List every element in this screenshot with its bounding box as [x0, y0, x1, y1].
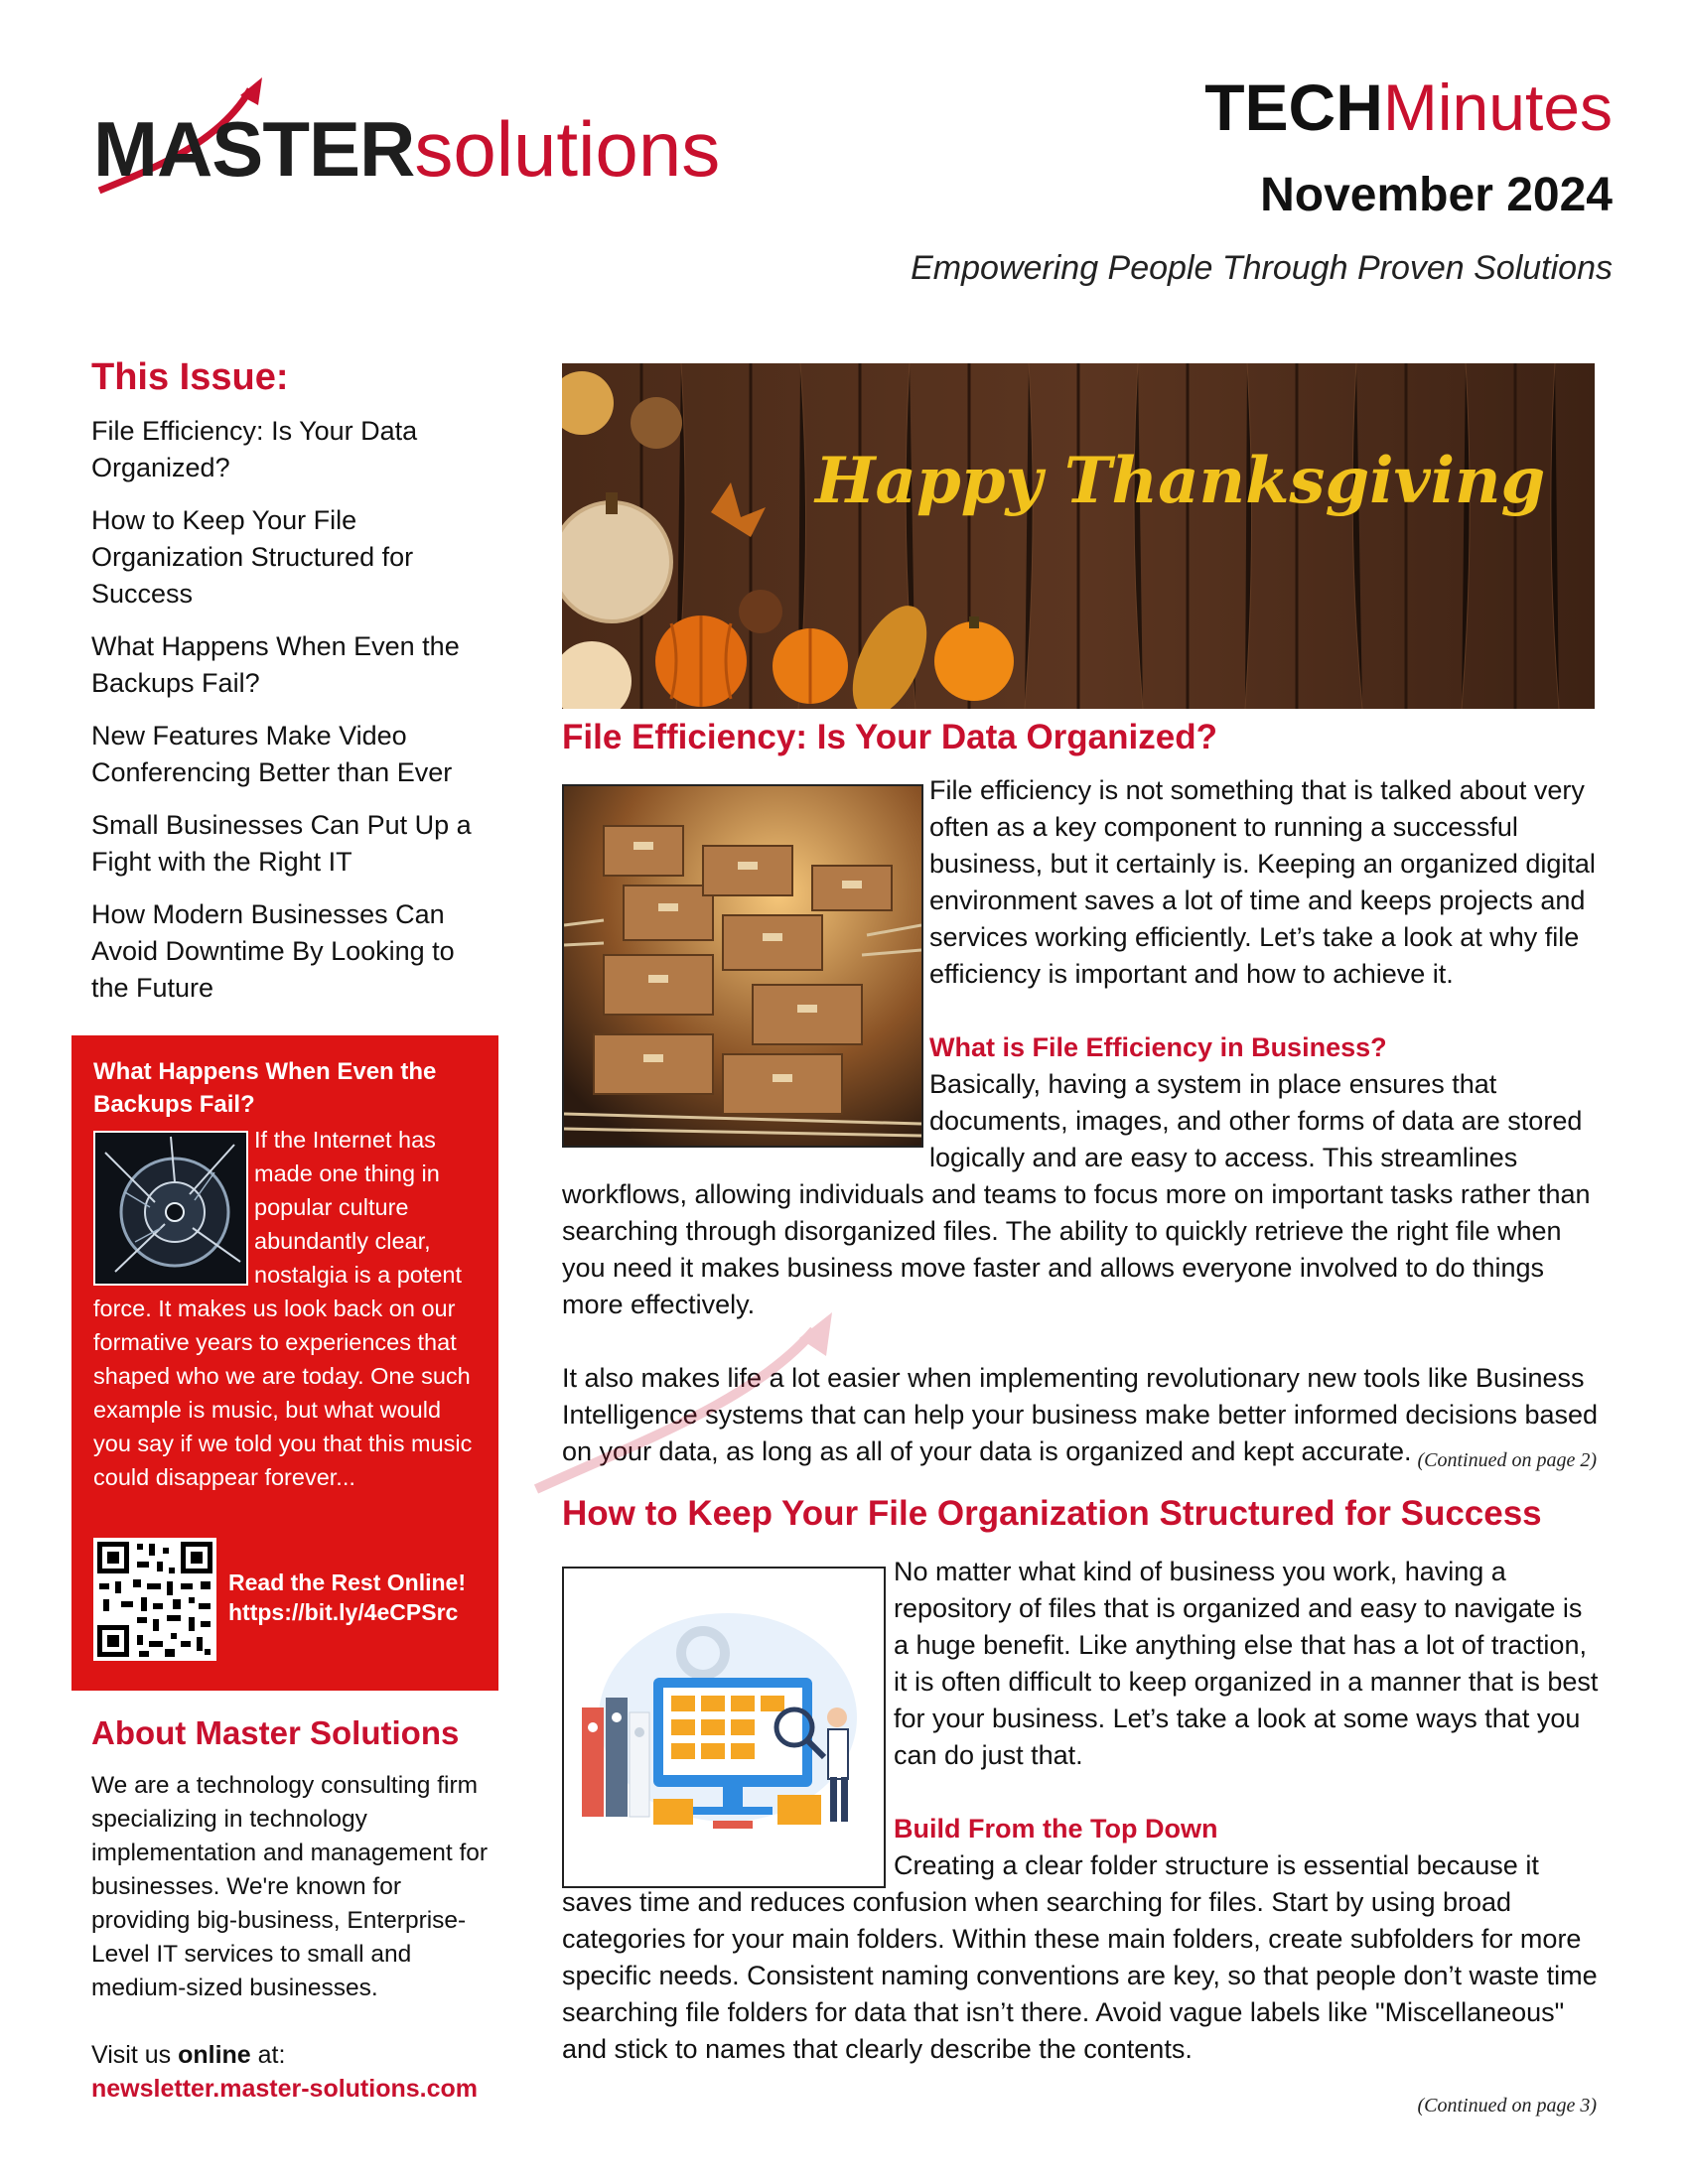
featured-title: What Happens When Even the Backups Fail?: [93, 1058, 437, 1118]
master-solutions-logo: [91, 71, 721, 201]
article-1-intro: File efficiency is not something that is talked about very often as a key component to running a successful business, but it certainly is. Keeping an organized digital environment saves a lot of time and keeps projects and services working efficiently. Let’s take a look at why file efficiency is important and how to achieve it.: [929, 775, 1596, 989]
visit-prefix: Visit us: [91, 2041, 179, 2069]
article-2-para1: Creating a clear folder structure is essential because it saves time and reduces confusion when searching for files. Start by using broad categories for your main folders. Within these main folders, create subfolders for more specific needs. Consistent naming conventions are key, so that people don’t waste time searching file folders for data that isn’t there. Avoid vague labels like "Miscellaneous" and stick to names that clearly describe the contents.: [562, 1850, 1598, 2064]
about-text: We are a technology consulting firm specializing in technology implementation and management for businesses. We're known for providing big-business, Enterprise-Level IT services to small and medium-sized businesses.: [91, 1772, 489, 2001]
visit-us: [91, 2038, 478, 2106]
broken-disc-image: [93, 1131, 248, 1286]
newsletter-url-link[interactable]: newsletter.master-solutions.com: [91, 2075, 479, 2103]
article-1-subheading: What is File Efficiency in Business?: [929, 1032, 1387, 1062]
newsletter-title: [1204, 71, 1613, 143]
thanksgiving-banner: [562, 363, 1595, 709]
issue-item[interactable]: File Efficiency: Is Your Data Organized?: [91, 416, 418, 482]
title-tech: TECH: [1204, 70, 1383, 144]
continued-page-3[interactable]: (Continued on page 3): [1417, 2095, 1597, 2116]
this-issue-heading: This Issue:: [91, 356, 289, 398]
qr-code[interactable]: [93, 1538, 216, 1661]
this-issue-section: [91, 355, 489, 1023]
read-online-link[interactable]: https://bit.ly/4eCPSrc: [228, 1599, 459, 1625]
issue-date: November 2024: [1260, 169, 1613, 221]
title-minutes: Minutes: [1382, 70, 1613, 144]
logo-solutions-text: solutions: [414, 105, 721, 193]
about-heading: About Master Solutions: [91, 1714, 460, 1751]
article-2-subheading: Build From the Top Down: [894, 1814, 1218, 1843]
issue-item[interactable]: New Features Make Video Conferencing Better than Ever: [91, 721, 453, 787]
issue-item[interactable]: What Happens When Even the Backups Fail?: [91, 631, 460, 698]
issue-list: [91, 413, 489, 1007]
article-1-para2: It also makes life a lot easier when implementing revolutionary new tools like Business Intelligence systems that can help your business make better informed decisions based on your data, as long as all of your data is organized and kept accurate.: [562, 1363, 1599, 1466]
tagline: Empowering People Through Proven Solutions: [911, 249, 1613, 287]
continued-page-2[interactable]: (Continued on page 2): [1417, 1449, 1597, 1471]
read-online-label: Read the Rest Online!: [228, 1570, 466, 1595]
issue-item[interactable]: Small Businesses Can Put Up a Fight with the Right IT: [91, 810, 472, 877]
issue-item[interactable]: How Modern Businesses Can Avoid Downtime By Looking to the Future: [91, 899, 455, 1003]
logo-master-text: MASTER: [93, 105, 415, 193]
article-2-body: [562, 1554, 1599, 2068]
visit-bold: online: [178, 2041, 251, 2069]
issue-item[interactable]: How to Keep Your File Organization Structured for Success: [91, 505, 414, 609]
article-1-body: [562, 772, 1599, 1470]
banner-text: Happy Thanksgiving: [815, 444, 1546, 518]
featured-article-box: [71, 1035, 498, 1691]
article-1-para1: Basically, having a system in place ensures that documents, images, and other forms of data are stored logically and are easy to access. This streamlines workflows, allowing individuals and teams to focus more on important tasks rather than searching through disorganized files. The ability to quickly retrieve the right file when you need it makes business move faster and allows everyone involved to do things more effectively.: [562, 1069, 1591, 1319]
article-2-title[interactable]: How to Keep Your File Organization Structured for Success: [562, 1494, 1542, 1533]
article-1-title[interactable]: File Efficiency: Is Your Data Organized?: [562, 718, 1217, 756]
featured-body: If the Internet has made one thing in popular culture abundantly clear, nostalgia is a potent force. It makes us look back on our formative years to experiences that shaped who we are today. One such example is music, but what would you say if we told you that this music could disappear forever...: [93, 1127, 473, 1490]
article-2-intro: No matter what kind of business you work, having a repository of files that is organized and easy to navigate is a huge benefit. Like anything else that has a lot of traction, it is often difficult to keep organized in a manner that is best for your business. Let’s take a look at some ways that you can do just that.: [894, 1557, 1599, 1770]
visit-suffix: at:: [250, 2041, 286, 2069]
